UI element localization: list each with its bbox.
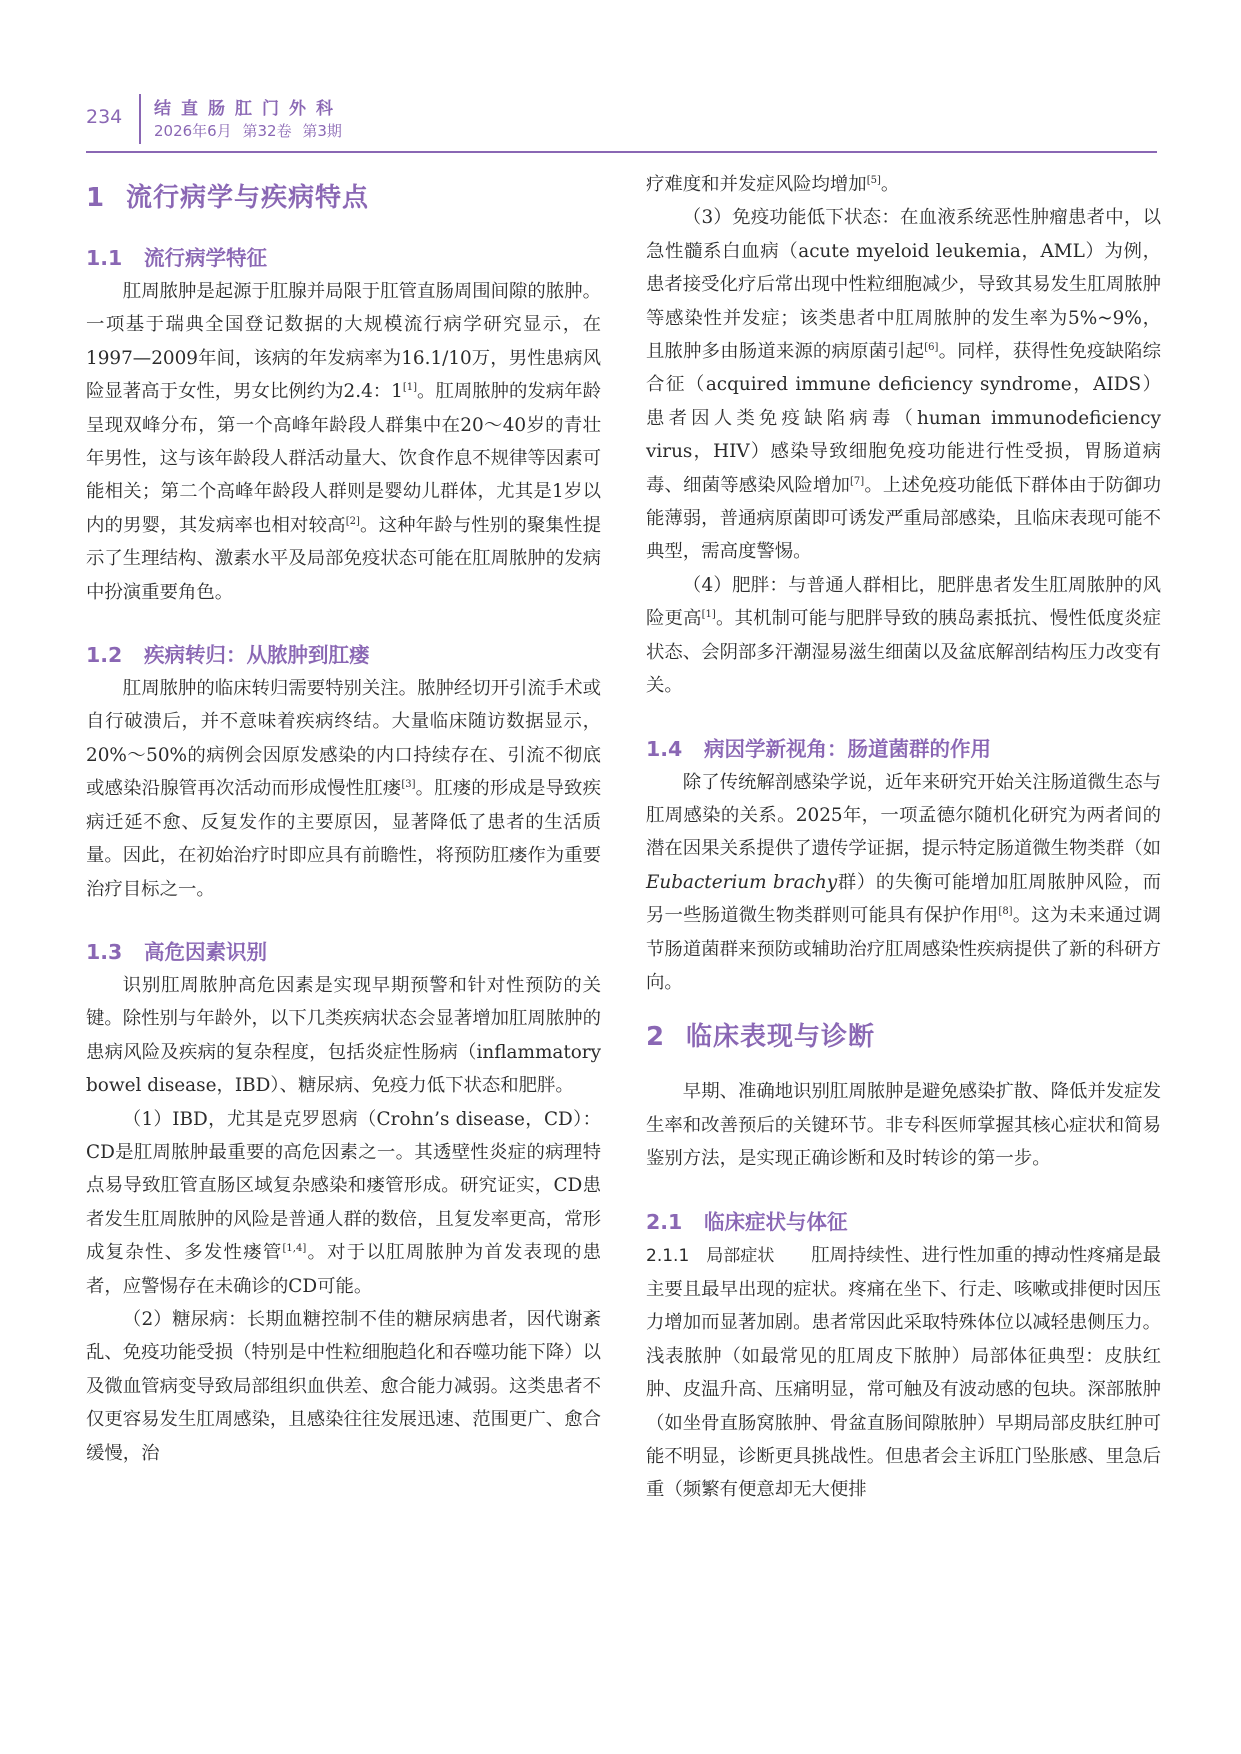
subsection-title: 疾病转归：从脓肿到肛瘘 [144,643,370,668]
subsection-title: 临床症状与体征 [704,1209,848,1234]
header-divider [139,94,141,144]
citation[interactable]: [3] [401,779,416,791]
section-heading-1 [86,178,601,218]
paragraph: 早期、准确地识别肛周脓肿是避免感染扩散、降低并发症发生率和改善预后的关键环节。非专科医师掌握其核心症状和简易鉴别方法，是实现正确诊断和及时转诊的第一步。 [646,1081,1161,1170]
section-title: 流行病学与疾病特点 [126,183,370,213]
citation[interactable]: [7] [850,475,865,487]
subsection-title: 流行病学特征 [144,246,267,270]
paragraph: 除了传统解剖感染学说，近年来研究开始关注肠道微生态与肛周感染的关系。2025年，一项孟德尔随机化研究为两者间的潜在因果关系提供了遗传学证据，提示特定肠道微生物类群（如Eubacterium brachy群）的失衡可能增加肛周脓肿风险，而另一些肠道微生物类群则可能具有保护作用[8]。这为未来通过调节肠道菌群来预防或辅助治疗肛周感染性疾病提供了新的科研方向。 [646,771,1161,993]
subsection-heading-1-1 [86,242,601,275]
subsection-number: 1.2 [86,643,123,668]
paragraph: （4）肥胖：与普通人群相比，肥胖患者发生肛周脓肿的风险更高[1]。其机制可能与肥胖导致的胰岛素抵抗、慢性低度炎症状态、会阴部多汗潮湿易滋生细菌以及盆底解剖结构压力改变有关。 [646,574,1161,697]
citation[interactable]: [2] [345,515,360,527]
section-number: 1 [86,183,106,213]
header-rule [86,151,1157,153]
right-column [646,168,1161,1507]
citation[interactable]: [1,4] [282,1243,307,1255]
species-name: Eubacterium brachy [646,871,838,893]
subsection-number: 1.3 [86,939,123,964]
page-header [0,0,1241,160]
paragraph: 肛周脓肿是起源于肛腺并局限于肛管直肠周围间隙的脓肿。一项基于瑞典全国登记数据的大规模流行病学研究显示，在1997—2009年间，该病的年发病率为16.1/10万，男性患病风险显著高于女性，男女比例约为2.4：1[1]。肛周脓肿的发病年龄呈现双峰分布，第一个高峰年龄段人群集中在20～40岁的青壮年男性，这与该年龄段人群活动量大、饮食作息不规律等因素可能相关；第二个高峰年龄段人群则是婴幼儿群体，尤其是1岁以内的男婴，其发病率也相对较高[2]。这种年龄与性别的聚集性提示了生理结构、激素水平及局部免疫状态可能在肛周脓肿的发病中扮演重要角色。 [86,281,601,603]
paragraph: 识别肛周脓肿高危因素是实现早期预警和针对性预防的关键。除性别与年龄外，以下几类疾病状态会显著增加肛周脓肿的患病风险及疾病的复杂程度，包括炎症性肠病（inflammatory bowel disease，IBD）、糖尿病、免疫力低下状态和肥胖。 [86,974,601,1097]
paragraph: （2）糖尿病：长期血糖控制不佳的糖尿病患者，因代谢紊乱、免疫功能受损（特别是中性粒细胞趋化和吞噬功能下降）以及微血管病变导致局部组织血供差、愈合能力减弱。这类患者不仅更容易发生肛周感染，且感染往往发展迅速、范围更广、愈合缓慢，治 [86,1308,601,1464]
section-number: 2 [646,1022,666,1053]
citation[interactable]: [1] [402,382,418,394]
journal-name: 结直肠肛门外科 [154,99,343,119]
subsubsection-heading: 2.1.1 局部症状 [646,1245,775,1266]
citation[interactable]: [8] [998,906,1013,917]
paragraph: 肛周脓肿的临床转归需要特别关注。脓肿经切开引流手术或自行破溃后，并不意味着疾病终结。大量临床随访数据显示，20%～50%的病例会因原发感染的内口持续存在、引流不彻底或感染沿腺管再次活动而形成慢性肛瘘[3]。肛瘘的形成是导致疾病迁延不愈、反复发作的主要原因，显著降低了患者的生活质量。因此，在初始治疗时即应具有前瞻性，将预防肛瘘作为重要治疗目标之一。 [86,678,601,900]
subsection-heading-1-4 [646,733,1161,766]
citation[interactable]: [5] [866,174,881,186]
subsection-title: 高危因素识别 [144,939,267,964]
subsection-heading-1-3 [86,936,601,969]
page-number: 234 [86,106,123,128]
paragraph: （1）IBD，尤其是克罗恩病（Crohn’s disease，CD）：CD是肛周脓肿最重要的高危因素之一。其透壁性炎症的病理特点易导致肛管直肠区域复杂感染和瘘管形成。研究证实，CD患者发生肛周脓肿的风险是普通人群的数倍，且复发率更高，常形成复杂性、多发性瘘管[1,4]。对于以肛周脓肿为首发表现的患者，应警惕存在未确诊的CD可能。 [86,1108,601,1297]
subsection-heading-2-1 [646,1206,1161,1239]
subsection-number: 1.4 [646,736,683,761]
paragraph: （3）免疫功能低下状态：在血液系统恶性肿瘤患者中，以急性髓系白血病（acute myeloid leukemia，AML）为例，患者接受化疗后常出现中性粒细胞减少，导致其易发生肛周脓肿等感染性并发症；该类患者中肛周脓肿的发生率为5%~9%，且脓肿多由肠道来源的病原菌引起[6]。同样，获得性免疫缺陷综合征（acquired immune deficiency syndrome，AIDS）患者因人类免疫缺陷病毒（human immunodeficiency virus，HIV）感染导致细胞免疫功能进行性受损，胃肠道病毒、细菌等感染风险增加[7]。上述免疫功能低下群体由于防御功能薄弱，普通病原菌即可诱发严重局部感染，且临床表现可能不典型，需高度警惕。 [646,207,1161,563]
citation[interactable]: [1] [701,609,716,621]
journal-issue: 2026年6月 第32卷 第3期 [154,122,342,140]
left-column [86,168,601,1470]
paragraph: 2.1.1 局部症状 肛周持续性、进行性加重的搏动性疼痛是最主要且最早出现的症状。疼痛在坐下、行走、咳嗽或排便时因压力增加而显著加剧。患者常因此采取特殊体位以减轻患侧压力。浅表脓肿（如最常见的肛周皮下脓肿）局部体征典型：皮肤红肿、皮温升高、压痛明显，常可触及有波动感的包块。深部脓肿（如坐骨直肠窝脓肿、骨盆直肠间隙脓肿）早期局部皮肤红肿可能不明显，诊断更具挑战性。但患者会主诉肛门坠胀感、里急后重（频繁有便意却无大便排 [646,1244,1161,1501]
subsection-number: 1.1 [86,246,123,270]
subsection-title: 病因学新视角：肠道菌群的作用 [704,736,991,761]
citation[interactable]: [6] [924,341,939,353]
subsection-heading-1-2 [86,639,601,672]
paragraph: 疗难度和并发症风险均增加[5]。 [646,174,900,195]
section-heading-2 [646,1017,1161,1057]
subsection-number: 2.1 [646,1209,683,1234]
section-title: 临床表现与诊断 [686,1022,876,1053]
